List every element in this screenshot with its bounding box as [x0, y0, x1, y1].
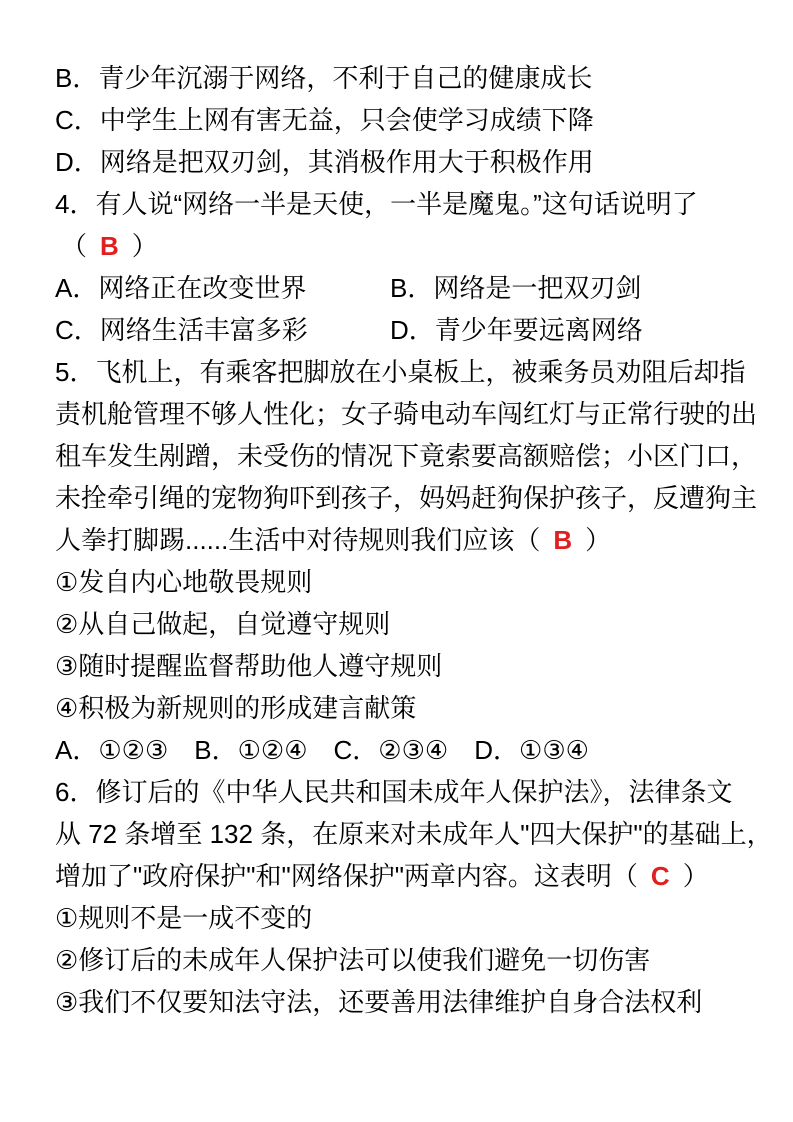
question5-answer-letter: B [553, 525, 573, 555]
answer-paren-close: ） [585, 525, 612, 555]
question5-item-3: ③随时提醒监督帮助他人遵守规则 [55, 651, 443, 681]
question6-stem-line-2: 从 72 条增至 132 条，在原来对未成年人"四大保护"的基础上， [55, 819, 773, 849]
question5-item-4: ④积极为新规则的形成建言献策 [55, 693, 417, 723]
question5-stem-line-2: 责机舱管理不够人性化；女子骑电动车闯红灯与正常行驶的出 [55, 399, 758, 429]
prev-question-option-d: D．网络是把双刃剑，其消极作用大于积极作用 [55, 147, 594, 177]
question6-item-1: ①规则不是一成不变的 [55, 903, 313, 933]
answer-paren-close: ） [131, 231, 158, 261]
question5-stem-line-1: 5．飞机上，有乘客把脚放在小桌板上，被乘务员劝阻后却指 [55, 357, 746, 387]
prev-question-option-b: B．青少年沉溺于网络，不利于自己的健康成长 [55, 63, 593, 93]
question6-answer-letter: C [650, 861, 670, 891]
question4-option-a: A．网络正在改变世界 [55, 273, 307, 303]
question5-item-1: ①发自内心地敬畏规则 [55, 567, 313, 597]
question6-answer-line [55, 855, 755, 897]
question4-option-d: D．青少年要远离网络 [390, 315, 643, 345]
question4-answer-line [55, 225, 755, 267]
question5-stem-end: 人拳打脚踢......生活中对待规则我们应该（ [55, 525, 541, 555]
question5-stem-line-3: 租车发生剐蹭，未受伤的情况下竟索要高额赔偿；小区门口， [55, 441, 758, 471]
prev-question-option-c: C．中学生上网有害无益，只会使学习成绩下降 [55, 105, 594, 135]
answer-paren-open: （ [61, 231, 88, 261]
question4-option-c: C．网络生活丰富多彩 [55, 315, 308, 345]
question5-choices: A．①②③ B．①②④ C．②③④ D．①③④ [55, 735, 589, 765]
question5-item-2: ②从自己做起，自觉遵守规则 [55, 609, 391, 639]
question4-option-b: B．网络是一把双刃剑 [390, 273, 642, 303]
question6-item-2: ②修订后的未成年人保护法可以使我们避免一切伤害 [55, 945, 651, 975]
question5-stem-line-4: 未拴牵引绳的宠物狗吓到孩子，妈妈赶狗保护孩子，反遭狗主 [55, 483, 758, 513]
question4-option-row-ab [55, 267, 755, 309]
answer-paren-close: ） [682, 861, 709, 891]
question6-stem-end: 增加了"政府保护"和"网络保护"两章内容。这表明（ [55, 861, 638, 891]
question5-answer-line [55, 519, 755, 561]
question6-item-3: ③我们不仅要知法守法，还要善用法律维护自身合法权利 [55, 987, 703, 1017]
question4-stem: 4．有人说“网络一半是天使，一半是魔鬼。”这句话说明了 [55, 189, 698, 219]
question4-answer-letter: B [100, 231, 119, 261]
question4-option-row-cd [55, 309, 755, 351]
question6-stem-line-1: 6．修订后的《中华人民共和国未成年人保护法》，法律条文 [55, 777, 733, 807]
